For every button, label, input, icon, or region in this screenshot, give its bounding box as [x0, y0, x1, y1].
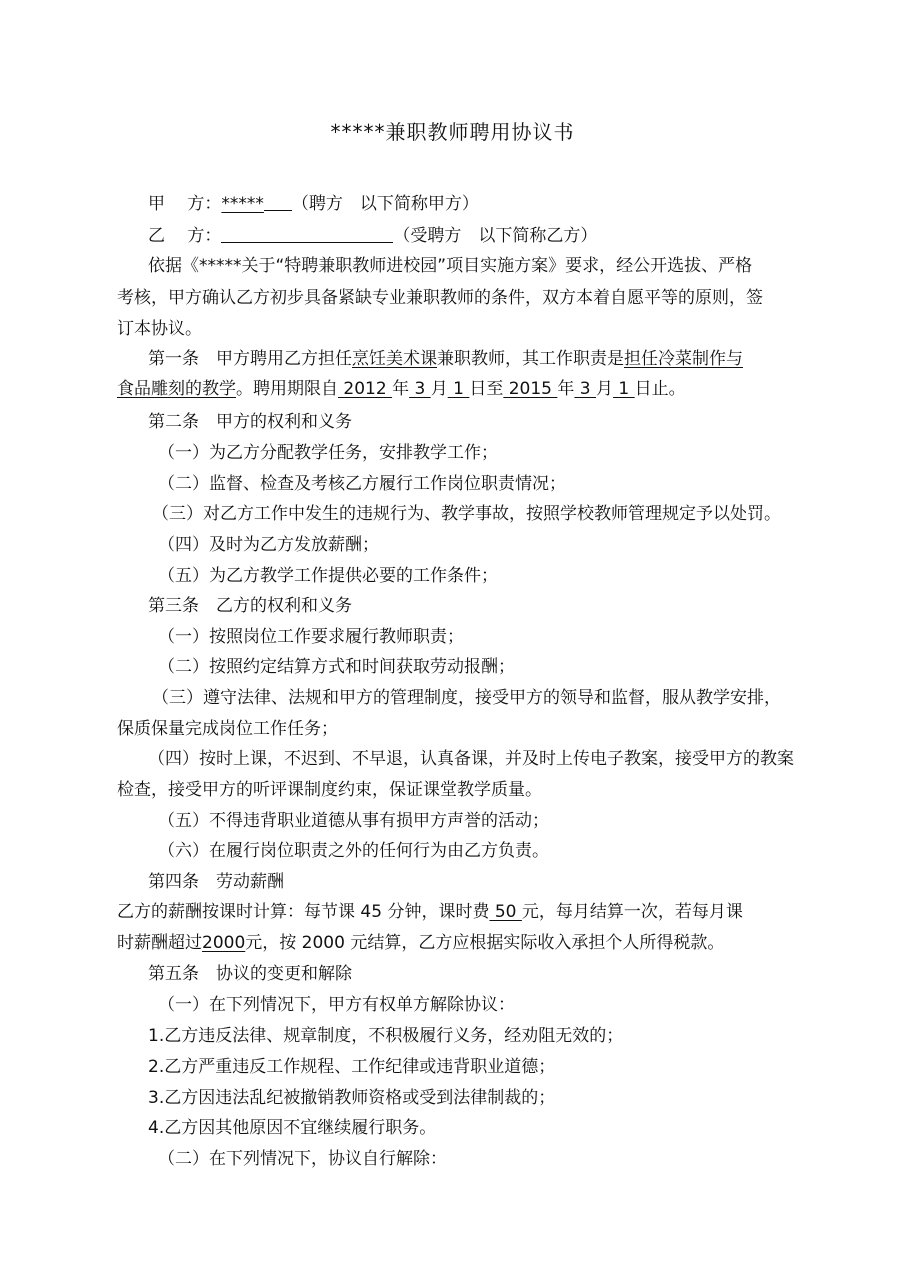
article1-term-label: 。聘用期限自	[236, 379, 338, 399]
article3-item-cont: 保质保量完成岗位工作任务；	[117, 719, 338, 739]
article1-mid: 兼职教师，其工作职责是	[437, 349, 624, 369]
party-a-label: 甲 方：	[148, 194, 222, 214]
article3-item: （三）遵守法律、法规和甲方的管理制度，接受甲方的领导和监督，服从教学安排，	[152, 688, 781, 708]
article2-heading: 第二条 甲方的权利和义务	[148, 412, 352, 432]
article2-item: （五）为乙方教学工作提供必要的工作条件；	[158, 566, 498, 586]
article4-text: 时薪酬超过	[117, 933, 202, 953]
article3-item: （一）按照岗位工作要求履行教师职责；	[158, 627, 464, 647]
article1-duty: 担任冷菜制作与	[624, 349, 743, 369]
document-title: *****兼职教师聘用协议书	[330, 120, 575, 144]
end-day: 1	[613, 379, 635, 399]
article4-text: 元，每月结算一次，若每月课	[521, 902, 743, 922]
start-day: 1	[447, 379, 470, 399]
article2-item: （一）为乙方分配教学任务，安排教学工作；	[158, 443, 498, 463]
party-b-note: （受聘方 以下简称乙方）	[393, 226, 598, 246]
intro-line-3: 订本协议。	[117, 319, 202, 339]
article3-item: （六）在履行岗位职责之外的任何行为由乙方负责。	[158, 841, 549, 861]
intro-line-1: 依据《*****关于“特聘兼职教师进校园”项目实施方案》要求，经公开选拔、严格	[148, 256, 753, 276]
party-b-line	[148, 224, 597, 248]
article1-line-2	[117, 377, 686, 401]
month-label: 月	[596, 379, 614, 399]
party-b-label: 乙 方：	[148, 226, 222, 246]
end-month: 3	[574, 379, 597, 399]
article4-text: 元，按 2000 元结算，乙方应根据实际收入承担个人所得税款。	[245, 933, 725, 953]
article3-item-cont: 检查，接受甲方的听评课制度约束，保证课堂教学质量。	[117, 780, 542, 800]
article5-subitem: 1.乙方违反法律、规章制度，不积极履行义务，经劝阻无效的；	[148, 1026, 624, 1046]
article1-duty-cont: 食品雕刻的教学	[117, 379, 236, 399]
party-a-value: *****	[221, 194, 264, 214]
article3-heading: 第三条 乙方的权利和义务	[148, 596, 352, 616]
article5-item: （一）在下列情况下，甲方有权单方解除协议：	[158, 995, 515, 1015]
year-label: 年	[392, 379, 410, 399]
intro-line-2: 考核，甲方确认乙方初步具备紧缺专业兼职教师的条件，双方本着自愿平等的原则，签	[117, 288, 763, 308]
article5-subitem: 4.乙方因其他原因不宜继续履行职务。	[148, 1118, 437, 1138]
article3-item: （四）按时上课，不迟到、不早退，认真备课，并及时上传电子教案，接受甲方的教案	[148, 749, 794, 769]
article2-item: （二）监督、检查及考核乙方履行工作岗位职责情况；	[158, 474, 566, 494]
start-year: 2012	[338, 379, 393, 399]
article4-text: 乙方的薪酬按课时计算：每节课 45 分钟，课时费	[117, 902, 490, 922]
party-a-blank	[264, 192, 292, 211]
end-year: 2015	[503, 379, 558, 399]
to-label: 日至	[469, 379, 504, 399]
end-label: 日止。	[634, 379, 686, 399]
article2-item: （三）对乙方工作中发生的违规行为、教学事故，按照学校教师管理规定予以处罚。	[152, 504, 781, 524]
hourly-fee: 50	[489, 902, 522, 922]
article3-item: （二）按照约定结算方式和时间获取劳动报酬；	[158, 657, 515, 677]
article5-subitem: 2.乙方严重违反工作规程、工作纪律或违背职业道德；	[148, 1057, 556, 1077]
article3-item: （五）不得违背职业道德从事有损甲方声誉的活动；	[158, 811, 549, 831]
article4-heading: 第四条 劳动薪酬	[148, 872, 284, 892]
article5-subitem: 3.乙方因违法乱纪被撤销教师资格或受到法律制裁的；	[148, 1088, 556, 1108]
article1-prefix: 第一条 甲方聘用乙方担任	[148, 349, 352, 369]
monthly-cap: 2000	[202, 933, 246, 953]
article4-line-2	[117, 931, 724, 955]
party-a-note: （聘方 以下简称甲方）	[291, 194, 479, 214]
start-month: 3	[409, 379, 431, 399]
article1-line-1	[148, 347, 743, 371]
party-a-line	[148, 192, 479, 216]
article4-line-1	[117, 900, 743, 924]
year-label: 年	[557, 379, 575, 399]
party-b-blank	[221, 224, 393, 243]
article1-course: 烹饪美术课	[352, 349, 437, 369]
article2-item: （四）及时为乙方发放薪酬；	[158, 535, 379, 555]
article5-item: （二）在下列情况下，协议自行解除：	[158, 1149, 447, 1169]
month-label: 月	[430, 379, 448, 399]
article5-heading: 第五条 协议的变更和解除	[148, 964, 352, 984]
